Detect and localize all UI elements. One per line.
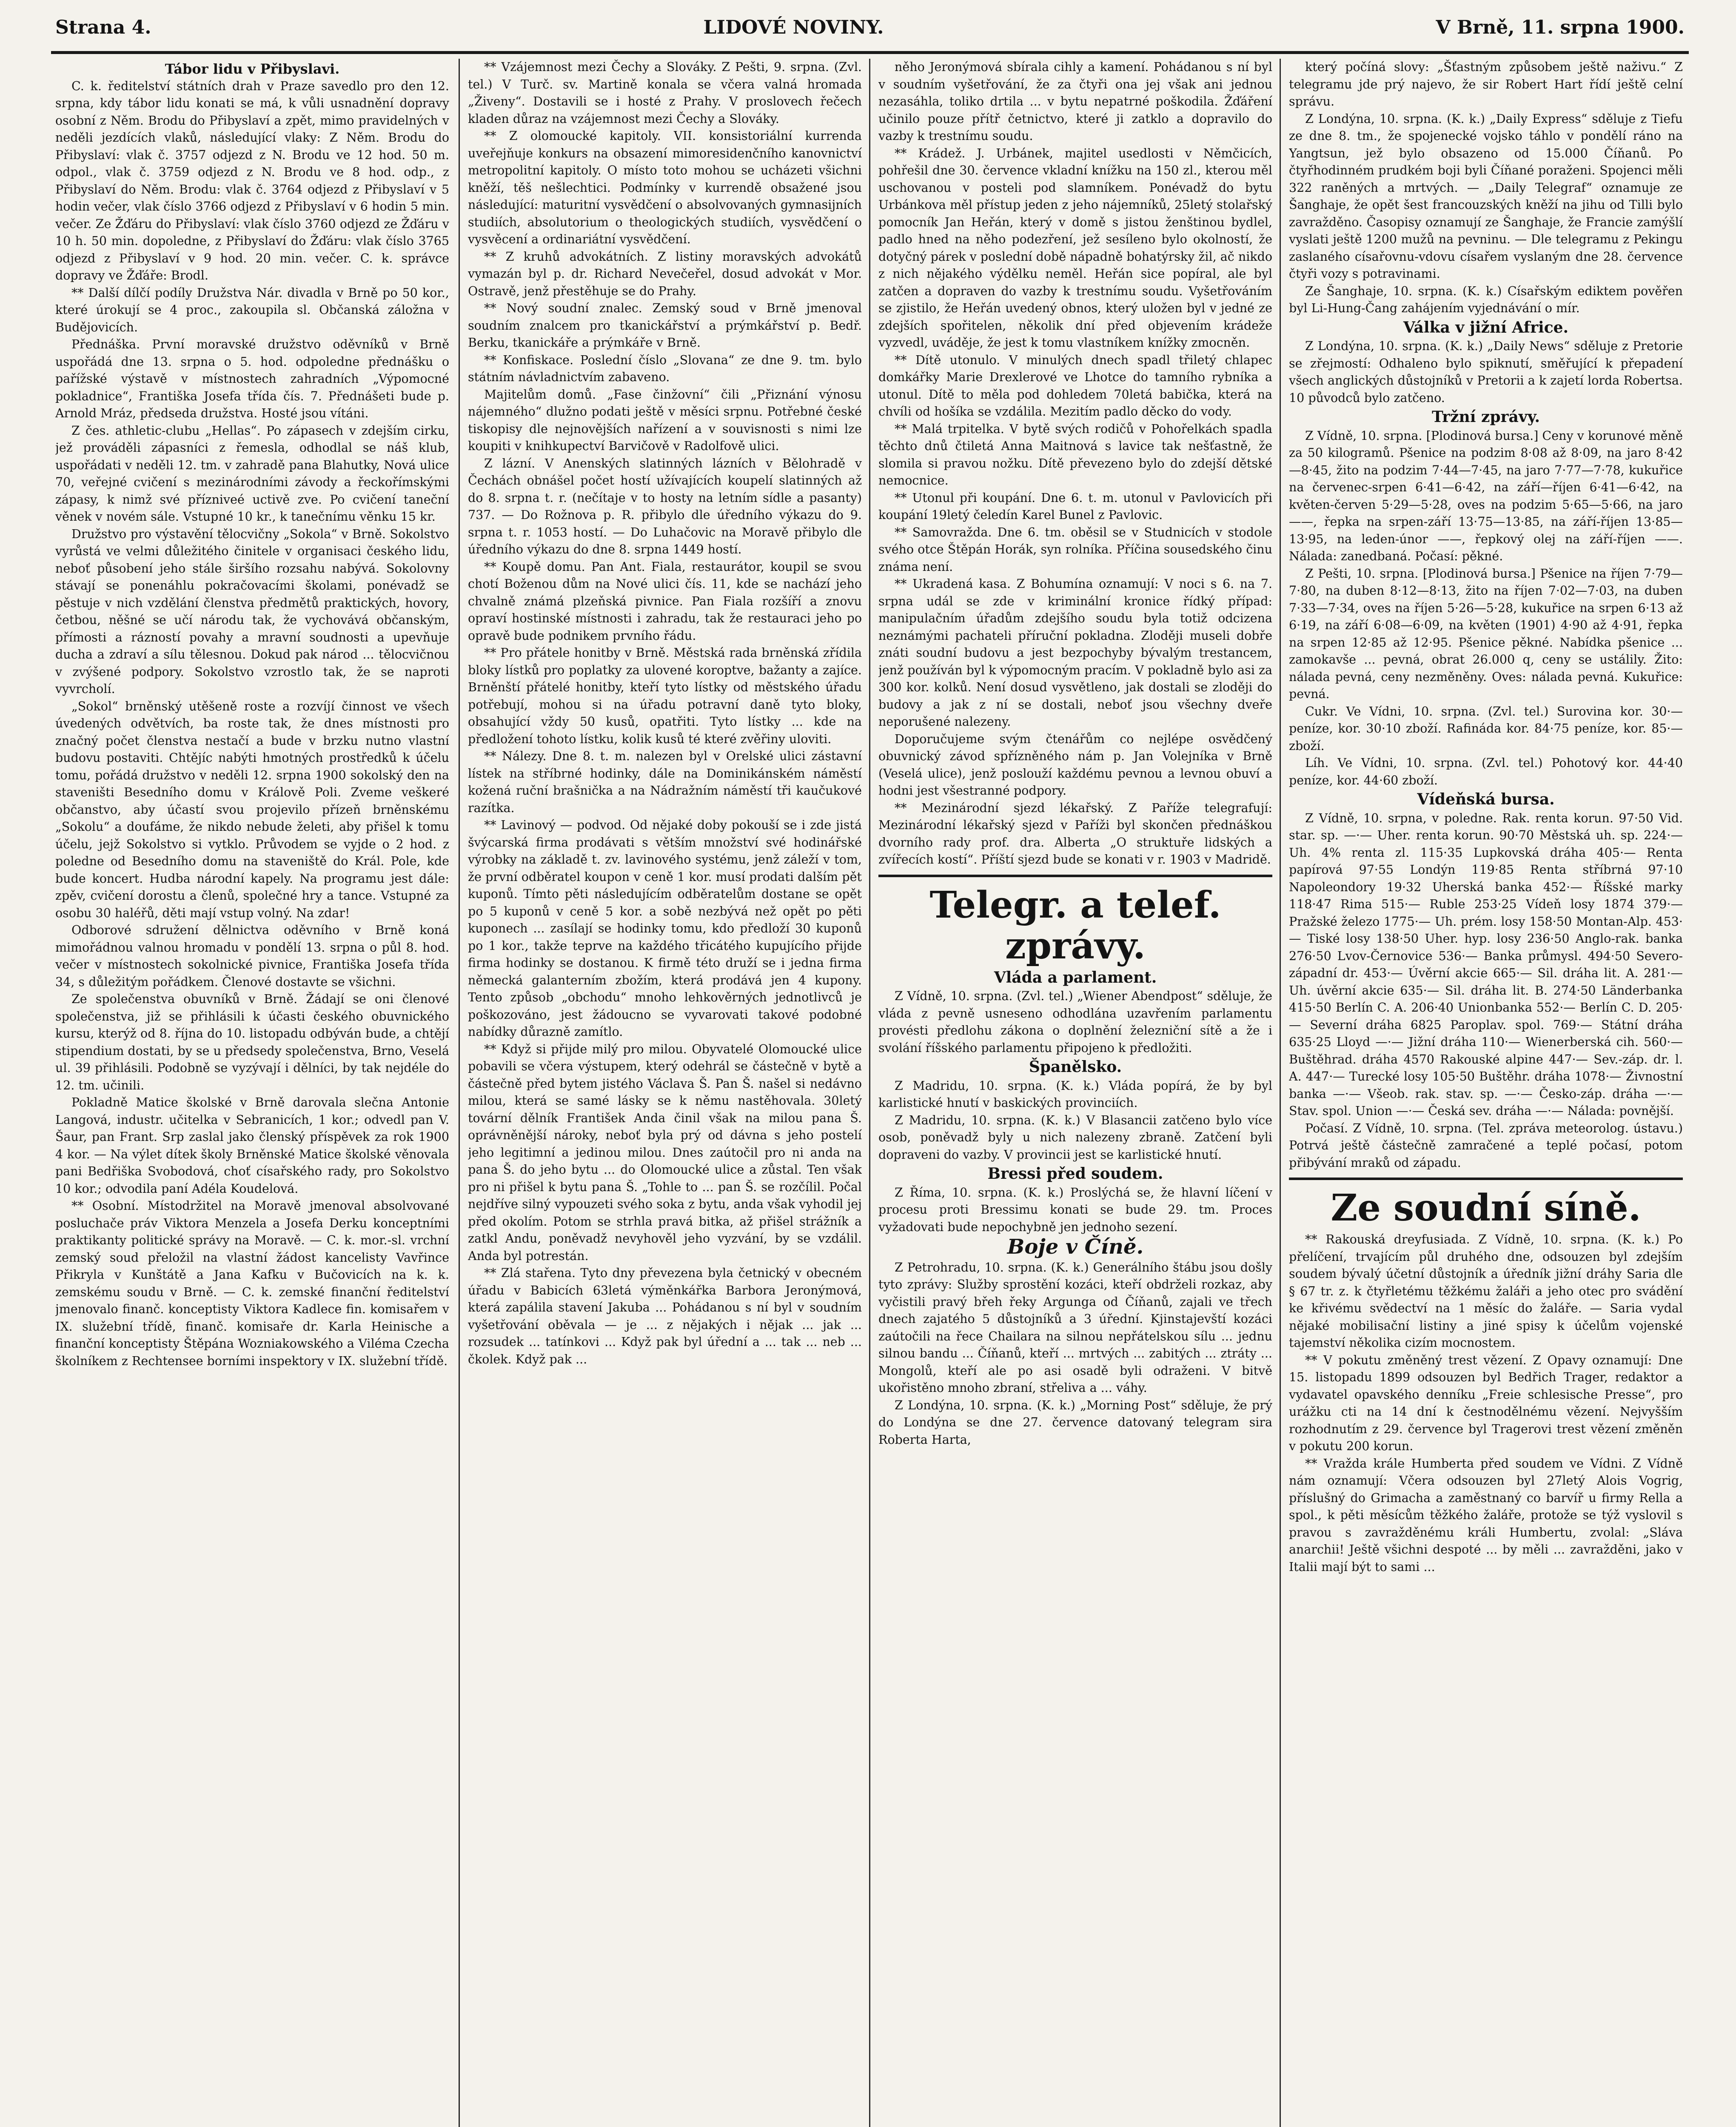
section-rule	[878, 875, 1272, 877]
article-paragraph: Majitelům domů. „Fase činžovní“ čili „Přiznání výnosu nájemného“ dlužno podati ještě v měsíci srpnu. Potřebné české tiskopisy dle nejnovějších nařízení a v souvisnosti s nimi lze koupiti v knihkupectví Barvičově v Radolfově ulici.	[468, 387, 862, 453]
article-paragraph: ** Rakouská dreyfusiada. Z Vídně, 10. srpna. (K. k.) Po přelíčení, trvajícím půl druhého dne, odsouzen byl zdejším soudem bývalý účetní důstojník a úředník jižní dráhy Saria dle § 67 tr. z. k čtyřletému těžkému žaláři a jeho otec pro svádění ke křivému svědectví na 1 měsíc do žaláře. — Saria vydal nějaké mobilisační listiny a jiné spisy k účelům vojenské tajemství několika cizím mocnostem.	[1289, 1232, 1683, 1350]
article-paragraph: ** Krádež. J. Urbánek, majitel usedlosti v Němčicích, pohřešil dne 30. července vkladní knížku na 150 zl., kterou měl uschovanou v posteli pod slamníkem. Ponévadž do bytu Urbánkova měl přístup jeden z jeho nájemníků, 25letý stolařský pomocník Jan Heřán, který v domě s jistou ženštinou bydlel, padlo hned na něho podezření, jež sesíleno bylo okolností, že dotyčný párek v poslední době nápadně bohatýrsky žil, ač nikdo z nich nějakého výdělku neměl. Heřán sice popíral, ale byl zatčen a dopraven do vazby k trestnímu soudu. Vyšetřováním se zjistilo, že Heřán uvedený obnos, který uložen byl v jedné ze zdejších spořitelen, několik dní před objevením krádeže vyzvedl, uváděje, že jest k tomu vlastníkem knížky zmocněn.	[878, 146, 1272, 350]
article-paragraph: Z Londýna, 10. srpna. (K. k.) „Daily News“ sděluje z Pretorie se zřejmostí: Odhaleno bylo spiknutí, směřující k přepadení všech anglických důstojníků v Pretorii a k zajetí lorda Robertsa. 10 původců bylo zatčeno.	[1289, 339, 1683, 405]
article-paragraph: ** Osobní. Místodržitel na Moravě jmenoval absolvované posluchače práv Viktora Menzela a Josefa Derku konceptními praktikanty politické správy na Moravě. — C. k. mor.-sl. vrchní zemský soud přeložil na vlastní žádost kancelisty Vavřince Přikryla v Kunštátě a Jana Kafku v Bučovicích na k. k. zemskému soudu v Brně. — C. k. zemské finanční ředitelství jmenovalo finanč. konceptisty Viktora Kadlece fin. komisařem v IX. služební třídě, finanč. komisaře dr. Karla Heinische a finanční konceptisty Štěpána Wozniakowského a Viléma Czecha školníkem z Rechtensee borními inspektory v IX. služební třídě.	[55, 1199, 449, 1368]
article-paragraph: ** Nový soudní znalec. Zemský soud v Brně jmenoval soudním znalcem pro tkanickářství a prýmkářství p. Bedř. Berku, tkanickáře a prýmkáře v Brně.	[468, 301, 862, 350]
article-paragraph: ** Utonul při koupání. Dne 6. t. m. utonul v Pavlovicích při koupání 19letý čeledín Karel Bunel z Pavlovic.	[878, 490, 1272, 522]
article-paragraph: ** Když si přijde milý pro milou. Obyvatelé Olomoucké ulice pobavili se včera výstupem, který odehrál se částečně v bytě a částečně před bytem jistého Václava Š. Pan Š. našel si nedávno milou, která se samé lásky se k němu nastěhovala. 30letý tovární dělník František Anda činil však na milou pana Š. oprávněnější nároky, neboť byla prý od dávna s jeho postelí jeho legitimní a jedinou milou. Dnes zaútočil pro ni anda na pana Š. do jeho bytu ... do Olomoucké ulice a zůstal. Ten však pro ni přišel k bytu pana Š. „Tohle to ... pan Š. se rozčílil. Počal nejdříve silný vypouzeti svého soka z bytu, anda však vyhodil jej před okolím. Potom se strhla pravá bitka, až přišel strážník a zatkl Andu, poněvadž nevyhověl jeho vyzvání, by se vzdálil. Anda byl potrestán.	[468, 1042, 862, 1263]
masthead-rule	[51, 51, 1689, 54]
column-1	[55, 59, 449, 2127]
article-paragraph: Družstvo pro výstavění tělocvičny „Sokola“ v Brně. Sokolstvo vyrůstá ve velmi důležitého činitele v organisaci českého lidu, neboť působení jeho stále širšího rozsahu nabývá. Sokolovny stávají se ponenáhlu pokračovacími školami, ponévadž se pěstuje v nich vzdělání členstva předmětů praktických, hovory, četbou, něšné se učí národu tak, že vychovává občanským, přímosti a rázností povahy a mravní soudnosti a upevňuje ducha a zdraví a sílu tělesnou. Dokud pak národ ... tělocvičnou v zvýšené podpory. Sokolstvo vzrostlo tak, že se naproti vyvrcholí.	[55, 527, 449, 696]
article-paragraph: který počíná slovy: „Šťastným způsobem ještě naživu.“ Z telegramu jde prý najevo, že sir Robert Hart řídí ještě celní správu.	[1289, 60, 1683, 108]
article-paragraph: C. k. ředitelství státních drah v Praze savedlo pro den 12. srpna, kdy tábor lidu konati se má, k vůli usnadnění dopravy osobní z Něm. Brodu do Přibyslaví a zpět, mimo pravidelných v neděli jezdících vlaků, následující vlaky: Z Něm. Brodu do Přibyslaví: vlak č. 3757 odjezd z N. Brodu ve 12 hod. 50 m. odpol., vlak č. 3759 odjezd z N. Brodu ve 8 hod. odp., z Přibyslaví do Něm. Brodu: vlak č. 3764 odjezd z Přibyslaví v 5 hodin večer, vlak číslo 3766 odjezd z Přibyslaví v 6 hodin 5 min. večer. Ze Žďáru do Přibyslaví: vlak číslo 3760 odjezd ze Žďáru v 10 h. 50 min. dopoledne, z Přibyslaví do Žďáru: vlak číslo 3765 odjezd z Přibyslaví v 9 hod. 20 min. večer. C. k. správce dopravy ve Žďáře: Brodl.	[55, 79, 449, 282]
column-3	[878, 59, 1272, 2127]
article-paragraph: Z čes. athletic-clubu „Hellas“. Po zápasech v zdejším cirku, jež prováděli zápasníci z řemesla, odhodlal se náš klub, uspořádati v neděli 12. tm. v zahradě pana Blahutky, Nová ulice 70, veřejné cvičení s mezinárodními závody a řeckořímskými zápasy, k nimž své přízniveé uctivě zve. Po cvičení taneční věnek v novém sále. Vstupné 10 kr., k tanečnímu věnku 15 kr.	[55, 423, 449, 524]
article-paragraph: ** Pro přátele honitby v Brně. Městská rada brněnská zřídila bloky lístků pro poplatky za ulovené koroptve, bažanty a zajíce. Brněnští přátelé honitby, kteří tyto lístky od městského úřadu potřebují, mohou si na úřadu potravní daně tyto bloky, obsahující vždy 50 kusů, opatřiti. Tyto lístky ... kde na předložení tohoto lístku, kolik kusů té které zvěřiny uloviti.	[468, 646, 862, 746]
section-subheading: Bressi před soudem.	[987, 1165, 1163, 1183]
article-heading: Tábor lidu v Přibyslavi.	[165, 61, 340, 77]
article-paragraph: Z Madridu, 10. srpna. (K. k.) V Blasancii zatčeno bylo více osob, poněvadž byly u nich nalezeny zbraně. Zatčení byli dopraveni do vazby. V provincii jest se karlistické hnutí.	[878, 1113, 1272, 1162]
article-paragraph: Z Pešti, 10. srpna. [Plodinová bursa.] Pšenice na říjen 7·79—7·80, na duben 8·12—8·13, žito na říjen 7·02—7·03, na duben 7·33—7·34, oves na říjen 5·26—5·28, kukuřice na srpen 6·13 až 6·19, na září 6·08—6·09, na květen (1901) 4·90 až 4·91, řepka na srpen 12·85 až 12·95. Pšenice pěkné. Nabídka pšenice ... zamokavše ... pevná, obrat 26.000 q, ceny se ustálily. Žito: nálada pevná, ceny nezměněny. Oves: nálada pevná. Kukuřice: pevná.	[1289, 566, 1683, 701]
article-paragraph: ** Konfiskace. Poslední číslo „Slovana“ ze dne 9. tm. bylo státním návladnictvím zabaveno.	[468, 353, 862, 384]
article-paragraph: Z Petrohradu, 10. srpna. (K. k.) Generálního štábu jsou došly tyto zprávy: Služby sprostění kozáci, kteří obdrželi rozkaz, aby vyčistili pravý břeh řeky Argunga od Číňanů, zajali ve třech dnech zajatého 5 důstojníků a 3 úřední. Kjinstajevští kozáci zaútočili na řece Chailara na silnou nepřátelskou sílu ... jednu silnou bandu ... Číňanů, kteří ... mrtvých ... zabitých ... ztráty ... Mongolů, kteří ale po asi osadě byli odraženi. V bitvě ukořistěno mnoho zbraní, střeliva a ... váhy.	[878, 1260, 1272, 1395]
article-paragraph: Z Madridu, 10. srpna. (K. k.) Vláda popírá, že by byl karlistické hnutí v baskických provinciích.	[878, 1078, 1272, 1110]
section-subheading: Válka v jižní Africe.	[1403, 318, 1569, 336]
article-paragraph: Odborové sdružení dělnictva oděvního v Brně koná mimořádnou valnou hromadu v pondělí 13. srpna o půl 8. hod. večer v místnostech sokolnické pivnice, Františka Josefa třída 34, s důležitým pořádkem. Členové dostavte se všichni.	[55, 923, 449, 989]
article-paragraph: ** Zlá stařena. Tyto dny převezena byla četnický v obecném úřadu v Babicích 63letá výměnkářka Barbora Jeronýmová, která zapálila stavení Jakuba ... Pohádanou s ní byl v soudním vyšetřování oběvala — je ... z nějakých i nějak ... jak ... rozsudek ... tatínkovi ... Když pak byl úřední a ... tak ... neb ... čkolek. Když pak ...	[468, 1266, 862, 1366]
article-paragraph: Z Londýna, 10. srpna. (K. k.) „Daily Express“ sděluje z Tiefu ze dne 8. tm., že spojenecké vojsko táhlo v pondělí ráno na Yangtsun, jež bylo obsazeno od 15.000 Číňanů. Po čtyřhodinném prudkém boji byli Číňané poraženi. Spojenci měli 322 raněných a mrtvých. — „Daily Telegraf“ oznamuje ze Šanghaje, že opět šest francouzských kněží na jihu od Tilli bylo zavražděno. Časopisy oznamují ze Šanghaje, že Francie zamýšlí vyslati ještě 1200 mužů na pevninu. — Dle telegramu z Pekingu zaslaného císařovnu-vdovu císařem vyslaným dne 28. července čtyři vozy s potravinami.	[1289, 111, 1683, 281]
column-divider	[1280, 59, 1281, 2127]
section-heading: Ze soudní síně.	[1331, 1186, 1641, 1229]
article-paragraph: „Sokol“ brněnský utěšeně roste a rozvíjí činnost ve všech úvedených odvětvích, ba roste tak, že dnes místnosti pro značný počet členstva nestačí a bude v brzku nutno vlastní budovu postaviti. Chtějíc nabýti hmotných prostředků k účelu tomu, pořádá družstvo v neděli 12. srpna 1900 sokolský den na staveništi Besedního domu v Králově Poli. Zveme veškeré občanstvo, aby účastí svou projevilo přízeň brněnskému „Sokolu“ a doufáme, že nikdo nebude želeti, aby přišel k tomu účelu, jejž Sokolstvo si vytklo. Průvodem se vyjde o 2 hod. z poledne od Besedního domu na staveniště do Král. Pole, kde bude koncert. Hudba národní kapely. Na programu jest dále: zpěv, cvičení dorostu a členů, společné hry a tance. Vstupné za osobu 30 haléřů, děti mají vstup volný. Na zdar!	[55, 699, 449, 920]
article-paragraph: Z Říma, 10. srpna. (K. k.) Proslýchá se, že hlavní líčení v procesu proti Bressimu konati se bude 29. tm. Proces vyžadovati bude nepochybně jen jednoho sezení.	[878, 1185, 1272, 1234]
article-paragraph: ** Lavinový — podvod. Od nějaké doby pokouší se i zde jistá švýcarská firma prodávati s větším množství své hodinářské výrobky na základě t. zv. lavinového systému, jenž záleží v tom, že první odběratel koupon v ceně 1 kor. musí prodati dalším pět kuponů. Tímto pěti následujícím odběratelům dostane se opět po 5 kuponů v ceně 5 kor. a sobě nezbývá než opět po pěti kuponech ... zasílají se hodinky tomu, kdo předloží 30 kuponů po 1 kor., takže teprve na každého třicátého kupujícího přijde firma hodinky se dostanou. K firmě této druží se i jedna firma německá galanterním zbožím, která prodává jen 4 kupony. Tento způsob „obchodu“ mnoho lehkověrných jednotlivců je poškozováno, jest žádoucno se vyvarovati takové podobné nabídky důrazně zamítlo.	[468, 818, 862, 1039]
article-paragraph: ** Z kruhů advokátních. Z listiny moravských advokátů vymazán byl p. dr. Richard Nevečeřel, dosud advokát v Mor. Ostravě, jenž přestěhuje se do Prahy.	[468, 249, 862, 298]
article-paragraph: něho Jeronýmová sbírala cihly a kamení. Pohádanou s ní byl v soudním vyšetřování, že za čtyři ona jej však ani jednou nezasáhla, toliko drtila ... v bytu nepatrné poškodila. Žďáření učinilo pouze přítř četnictvo, které ji zatklo a dopravilo do vazby k trestnímu soudu.	[878, 60, 1272, 143]
column-divider	[869, 59, 870, 2127]
article-paragraph: Pokladně Matice školské v Brně darovala slečna Antonie Langová, industr. učitelka v Sebranicích, 1 kor.; odvedl pan V. Šaur, pan Frant. Srp zaslal jako členský příspěvek za rok 1900 4 kor. — Na výlet dítek školy Brněnské Matice školské věnovala pani Bedřiška Svobodová, choť císařského rady, pro Sokolstvo 10 kor.; odvodila paní Adéla Koudelová.	[55, 1095, 449, 1196]
column-4	[1289, 59, 1683, 2127]
column-2	[468, 59, 862, 2127]
article-paragraph: ** V pokutu změněný trest vězení. Z Opavy oznamují: Dne 15. listopadu 1899 odsouzen byl Bedřich Trager, redaktor a vydavatel opavského denníku „Freie schlesische Presse“, pro urážku cti na 14 dní k čestnodělnému vězení. Nejvyšším rozhodnutím z 29. července byl Tragerovi trest vězení změněn v pokutu 200 korun.	[1289, 1353, 1683, 1453]
article-paragraph: Líh. Ve Vídni, 10. srpna. (Zvl. tel.) Pohotový kor. 44·40 peníze, kor. 44·60 zboží.	[1289, 756, 1683, 787]
article-paragraph: Cukr. Ve Vídni, 10. srpna. (Zvl. tel.) Surovina kor. 30·— peníze, kor. 30·10 zboží. Rafináda kor. 84·75 peníze, kor. 85·— zboží.	[1289, 704, 1683, 753]
section-subheading: Boje v Číně.	[1007, 1235, 1144, 1259]
article-paragraph: Z lázní. V Anenských slatinných lázních v Bělohradě v Čechách obnášel počet hostí užívajících koupelí slatinných až do 8. srpna t. r. (nečítaje v to hosty na letním sídle a pasanty) 737. — Do Rožnova p. R. přibylo dle úředního výkazu do 9. srpna t. r. 1053 hostí. — Do Luhačovic na Moravě přibylo dle úředního výkazu do dne 8. srpna 1449 hostí.	[468, 456, 862, 556]
section-subheading: Vláda a parlament.	[994, 968, 1157, 987]
article-paragraph: ** Ukradená kasa. Z Bohumína oznamují: V noci s 6. na 7. srpna udál se zde v kriminální kronice řídký případ: manipulačním úřadům zdejšího soudu byla totiž odcizena neznámými pachateli příruční pokladna. Zloději museli dobře znáti soudní budovu a jest bezpochyby bývalým trestancem, jenž používán byl k výpomocným pracím. V pokladně bylo asi za 300 kor. kolků. Není dosud vysvětleno, jak dostali se zloději do budovy a jak z ní se dostali, neboť jsou všechny dveře neporušené nalezeny.	[878, 577, 1272, 729]
article-paragraph: ** Vzájemnost mezi Čechy a Slováky. Z Pešti, 9. srpna. (Zvl. tel.) V Turč. sv. Martině konala se včera valná hromada „Živeny“. Dostavili se i hosté z Prahy. V proslovech řečech kladen důraz na vzájemnost mezi Čechy a Slováky.	[468, 60, 862, 126]
article-paragraph: Doporučujeme svým čtenářům co nejlépe osvědčený obuvnický závod spřízněného nám p. Jan Volejníka v Brně (Veselá ulice), jenž poslouží každému pevnou a levnou obuví a hodni jest všestranné podpory.	[878, 732, 1272, 798]
article-paragraph: Počasí. Z Vídně, 10. srpna. (Tel. zpráva meteorolog. ústavu.) Potrvá ještě částečně zamračené a teplé počasí, potom přibývání mraků od západu.	[1289, 1121, 1683, 1170]
section-heading: Telegr. a telef. zprávy.	[929, 883, 1221, 967]
article-paragraph: Z Vídně, 10. srpna. (Zvl. tel.) „Wiener Abendpost“ sděluje, že vláda z pevně usneseno odhodlána uzavřením parlamentu provésti předlohu zákona o doplnění železniční sítě a že i svolání říšského parlamentu připojeno k předložiti.	[878, 989, 1272, 1055]
article-paragraph: Z Londýna, 10. srpna. (K. k.) „Morning Post“ sděluje, že prý do Londýna se dne 27. července datovaný telegram sira Roberta Harta,	[878, 1398, 1272, 1447]
article-paragraph: ** Nálezy. Dne 8. t. m. nalezen byl v Orelské ulici zástavní lístek na stříbrné hodinky, dále na Dominikánském náměstí kožená ruční brašnička a na Nádražním náměstí tři kaučukové razítka.	[468, 749, 862, 815]
section-subheading: Španělsko.	[1029, 1058, 1122, 1076]
article-paragraph: ** Koupě domu. Pan Ant. Fiala, restaurátor, koupil se svou chotí Boženou dům na Nové ulici čís. 11, kde se nachází jeho chvalně známá plzeňská pivnice. Pan Fiala rozšíří a znovu opraví hostinské místnosti i zahradu, tak že restauraci jeho po opravě bude podnikem prvního řádu.	[468, 559, 862, 643]
section-subheading: Vídeňská bursa.	[1417, 790, 1555, 808]
issue-date: V Brně, 11. srpna 1900.	[1436, 16, 1685, 38]
section-subheading: Tržní zprávy.	[1431, 408, 1540, 426]
newspaper-title: LIDOVÉ NOVINY.	[703, 16, 884, 38]
article-paragraph: Ze Šanghaje, 10. srpna. (K. k.) Císařským ediktem pověřen byl Li-Hung-Čang zahájením vyjednávání o mír.	[1289, 284, 1683, 315]
article-paragraph: Z Vídně, 10. srpna, v poledne. Rak. renta korun. 97·50 Vid. star. sp. —·— Uher. renta korun. 90·70 Městská uh. sp. 224·— Uh. 4% renta zl. 115·35 Lupkovská dráha 405·— Renta papírová 97·55 Londýn 119·85 Renta stříbrná 97·10 Napoleondory 19·32 Uherská banka 452·— Říšské marky 118·47 Rima 515·— Ruble 253·25 Vídeň losy 1874 379·— Pražské železo 1775·— Uh. prém. losy 158·50 Montan-Alp. 453·— Tiské losy 138·50 Uher. hyp. losy 236·50 Anglo-rak. banka 276·50 Lvov-Černovice 536·— Banka průmysl. 494·50 Severo-západní dr. 453·— Úvěrní akcie 665·— Sil. dráha lit. A. 281·— Uh. úvěrní akcie 635·— Sil. dráha lit. B. 274·50 Länderbanka 415·50 Berlín C. A. 206·40 Unionbanka 552·— Berlín C. D. 205·— Severní dráha 6825 Paroplav. spol. 769·— Státní dráha 635·25 Lloyd —·— Jižní dráha 110·— Wienerberská cih. 560·— Buštěhrad. dráha 4570 Rakouské alpine 447·— Sev.-záp. dr. l. A. 447·— Turecké losy 105·50 Buštěhr. dráha 1078·— Živnostní banka —·— Všeob. rak. stav. sp. —·— Česko-záp. dráha —·— Stav. spol. Union —·— Česká sev. dráha —·— Nálada: povnější.	[1289, 811, 1683, 1118]
page-number: Strana 4.	[55, 16, 151, 38]
article-paragraph: ** Z olomoucké kapitoly. VII. konsistoriální kurrenda uveřejňuje konkurs na obsazení mimoresidenčního kanovnictví metropolitní kapitoly. O místo toto mohou se ucházeti všichni kněží, těš nešlechtici. Podmínky v kurrendě obsažené jsou následující: maturitní vysvědčení o absolvovaných gymnasijních studiích, absolutorium o theologických studiích, vysvědčení o vysvěcení a ordinariátní vysvědčení.	[468, 129, 862, 246]
article-paragraph: Přednáška. První moravské družstvo oděvníků v Brně uspořádá dne 13. srpna o 5. hod. odpoledne přednášku o pařížské výstavě v místnostech zahradních „Výpomocné pokladnice“, Františka Josefa třída čís. 7. Přednášeti bude p. Arnold Mráz, předseda družstva. Hosté jsou vítáni.	[55, 337, 449, 420]
article-paragraph: ** Další dílčí podíly Družstva Nár. divadla v Brně po 50 kor., které úrokují se 4 proc., zakoupila sl. Občanská záložna v Budějovicích.	[55, 285, 449, 334]
article-paragraph: ** Malá trpitelka. V bytě svých rodičů v Pohořelkách spadla těchto dnů čtiletá Anna Maitnová s lavice tak nešťastně, že slomila si pravou nožku. Dítě převezeno bylo do zdejší dětské nemocnice.	[878, 422, 1272, 488]
article-paragraph: ** Mezinárodní sjezd lékařský. Z Paříže telegrafují: Mezinárodní lékařský sjezd v Paříži byl skončen přednáškou dvorního rady prof. dra. Alberta „O struktuře lidských a zvířecích kostí“. Příští sjezd bude se konati v r. 1903 v Madridě.	[878, 801, 1272, 867]
section-rule	[1289, 1178, 1683, 1180]
article-paragraph: ** Dítě utonulo. V minulých dnech spadl třiletý chlapec domkářky Marie Drexlerové ve Lhotce do tamního rybníka a utonul. Dítě to měla pod dohledem 70letá babička, která na chvíli od hošíka se vzdálila. Mezitím padlo děcko do vody.	[878, 353, 1272, 419]
article-paragraph: ** Vražda krále Humberta před soudem ve Vídni. Z Vídně nám oznamují: Včera odsouzen byl 27letý Alois Vogrig, příslušný do Grimacha a zaměstnaný co barvíř u firmy Rella a spol., k pěti měsícům těžkého žaláře, protože se týž vyslovil s pravou s zavražděnému králi Humbertu, zvolal: „Sláva anarchii! Ještě všichni despoté ... by měli ... zavražděni, jako v Italii mají být to sami ...	[1289, 1456, 1683, 1574]
masthead	[55, 9, 1685, 46]
article-paragraph: Z Vídně, 10. srpna. [Plodinová bursa.] Ceny v korunové měně za 50 kilogramů. Pšenice na podzim 8·08 až 8·09, na jaro 8·42—8·45, žito na podzim 7·44—7·45, na jaro 7·77—7·78, kukuřice na červenec-srpen 6·41—6·42, na září—říjen 6·41—6·42, na květen-červen 5·29—5·28, oves na podzim 5·65—5·66, na jaro ——, řepka na srpen-září 13·75—13·85, na září-říjen 13·85—13·95, na leden-únor ——, řepkový olej na září-říjen ——. Nálada: zanedbaná. Počasí: pěkné.	[1289, 428, 1683, 563]
column-divider	[459, 59, 460, 2127]
article-paragraph: Ze společenstva obuvníků v Brně. Žádají se oni členové společenstva, již se přihlásili k účasti českého obuvnického kursu, kterýž od 8. října do 10. listopadu odbýván bude, a chtějí stipendium dostati, by se u předsedy společenstva, Brno, Veselá ul. 39 přihlásili. Podobně se vyzývají i dělníci, by tak nejdéle do 12. tm. učinili.	[55, 992, 449, 1092]
article-paragraph: ** Samovražda. Dne 6. tm. oběsil se v Studnicích v stodole svého otce Štěpán Horák, syn rolníka. Příčina sousedského činu známa není.	[878, 525, 1272, 574]
